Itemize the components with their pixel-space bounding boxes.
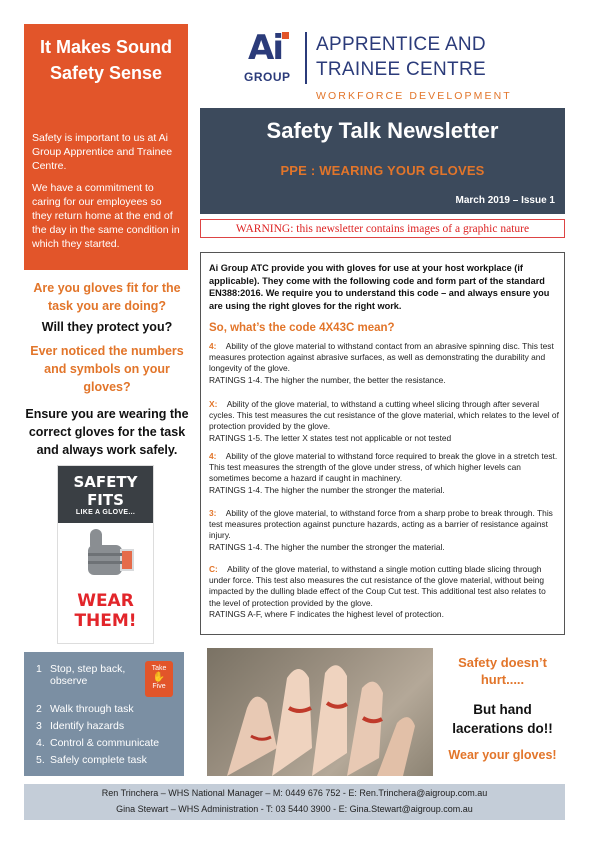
poster-line1: SAFETY: [73, 473, 138, 491]
code-label: 4:: [209, 451, 217, 461]
question-symbols: Ever noticed the numbers and symbols on your gloves?: [30, 344, 184, 394]
sidebar-paragraph: Safety is important to us at Ai Group Apprentice and Trainee Centre.: [32, 132, 173, 172]
thumbs-up-glove-icon: [58, 523, 153, 581]
step-text: Identify hazards: [50, 720, 125, 732]
logo-group: GROUP: [244, 70, 291, 84]
newsletter-title: Safety Talk Newsletter: [266, 118, 499, 143]
centre-name-line1: APPRENTICE AND: [316, 34, 486, 55]
code-description: Ability of the glove material, to withstand force from a sharp probe to break through. This test measures protection against puncture hazards, acting as a barrier of resistance against injury.: [209, 508, 553, 541]
callout-line1: Safety doesn’t hurt.....: [458, 655, 547, 687]
logo-ai-mark: Ai: [248, 28, 282, 68]
contact-ren: Ren Trinchera – WHS National Manager – M: 0449 676 752 - E: Ren.Trinchera@aigroup.com.au: [101, 788, 488, 798]
code-heading: So, what’s the code 4X43C mean?: [209, 322, 395, 334]
step-number: 1: [36, 663, 42, 675]
code-description: Ability of the glove material to withstand force required to break the glove in a stretch test. This test measures the strength of the glove under stress, of which higher levels can sometimes become a hazard if caught in machinery.: [209, 451, 558, 484]
poster-line2: FITS: [87, 491, 124, 509]
list-item: [209, 451, 559, 496]
code-rating: RATINGS 1-4. The higher the number the stronger the material.: [209, 541, 445, 552]
callout-line3: Wear your gloves!: [448, 748, 557, 762]
list-item: [209, 508, 559, 553]
glove-code-section: [200, 252, 565, 635]
list-item: [36, 737, 159, 749]
workforce-development-tagline: WORKFORCE DEVELOPMENT: [316, 90, 512, 102]
poster-line4: WEAR: [77, 591, 134, 611]
poster-footer: [58, 581, 153, 643]
code-description: Ability of the glove material, to withstand a single motion cutting blade slicing through under force. This test also measures the cut resistance of the glove material, without being impacted by the dulling blade effect of the Coup Cut test. This additional test also relates to the level of protection provided by the glove.: [209, 564, 546, 608]
graphic-content-warning: WARNING: this newsletter contains images of a graphic nature: [200, 219, 565, 238]
poster-line3: LIKE A GLOVE...: [75, 509, 136, 516]
intro-paragraph: Ai Group ATC provide you with gloves for use at your host workplace (if applicable). They come with the following code and form part of the standard EN388:2016. We require you to understand this code – and always ensure you are using the right gloves for the right work.: [209, 263, 550, 311]
sidebar-headline: It Makes Sound Safety Sense: [39, 37, 173, 83]
code-rating: RATINGS 1-5. The letter X states test not applicable or not tested: [209, 432, 452, 443]
list-item: [36, 703, 134, 715]
take-five-badge-bottom: Five: [152, 683, 166, 690]
list-item: [36, 754, 147, 766]
issue-date: March 2019 – Issue 1: [455, 195, 555, 206]
code-description: Ability of the glove material, to withstand a cutting wheel slicing through after several cycles. This test measures the cut resistance of the glove material, which relates to the level of protection provided by the glove.: [209, 399, 559, 432]
list-item: [36, 663, 136, 687]
question-protect: Will they protect you?: [41, 320, 173, 334]
take-five-badge: [145, 661, 173, 697]
statement-correct-gloves: Ensure you are wearing the correct gloves for the task and always work safely.: [25, 407, 189, 457]
newsletter-banner: [200, 108, 565, 214]
logo-dot: [282, 32, 289, 39]
logo-divider: [305, 32, 307, 84]
contact-gina: Gina Stewart – WHS Administration - T: 03 5440 3900 - E: Gina.Stewart@aigroup.com.au: [116, 804, 473, 814]
step-text: Stop, step back, observe: [50, 663, 126, 687]
contact-footer: [24, 784, 565, 820]
code-label: C:: [209, 564, 218, 574]
sidebar-paragraph: We have a commitment to caring for our employees so they return home at the end of the day in the same condition in which they started.: [32, 182, 180, 250]
centre-name-line2: TRAINEE CENTRE: [316, 59, 486, 80]
poster-line5: THEM!: [74, 611, 137, 631]
code-label: 4:: [209, 341, 217, 351]
code-rating: RATINGS A-F, where F indicates the highest level of protection.: [209, 608, 444, 619]
newsletter-subtitle: PPE : WEARING YOUR GLOVES: [280, 163, 485, 178]
code-rating: RATINGS 1-4. The higher the number the stronger the material.: [209, 484, 445, 495]
hand-icon: ✋: [152, 672, 166, 683]
safety-fits-poster: [57, 465, 154, 644]
list-item: [209, 564, 559, 620]
step-number: 2: [36, 703, 42, 715]
list-item: [36, 720, 124, 732]
intro-panel: [24, 24, 188, 270]
list-item: [209, 399, 559, 444]
sidebar-body: [32, 131, 182, 259]
step-number: 5.: [36, 754, 45, 766]
question-glove-fit: Are you gloves fit for the task you are doing?: [33, 281, 181, 313]
step-text: Control & communicate: [50, 737, 160, 749]
take-five-badge-top: Take: [151, 665, 167, 672]
code-rating: RATINGS 1-4. The higher the number, the better the resistance.: [209, 374, 446, 385]
callout-line2: But hand lacerations do!!: [452, 702, 553, 736]
step-text: Walk through task: [50, 703, 134, 715]
ai-group-logo: [242, 28, 300, 88]
list-item: [209, 341, 559, 386]
hand-laceration-photo: [207, 648, 433, 776]
code-label: X:: [209, 399, 218, 409]
step-number: 3: [36, 720, 42, 732]
step-text: Safely complete task: [50, 754, 147, 766]
step-number: 4.: [36, 737, 45, 749]
safety-callout: [440, 654, 565, 762]
poster-header: [58, 466, 153, 523]
take-five-panel: [24, 652, 184, 776]
code-label: 3:: [209, 508, 217, 518]
code-description: Ability of the glove material to withstand contact from an abrasive spinning disc. This test measures protection against abrasive surfaces, as well as demonstrating the durability and longevity of the glove.: [209, 341, 554, 374]
